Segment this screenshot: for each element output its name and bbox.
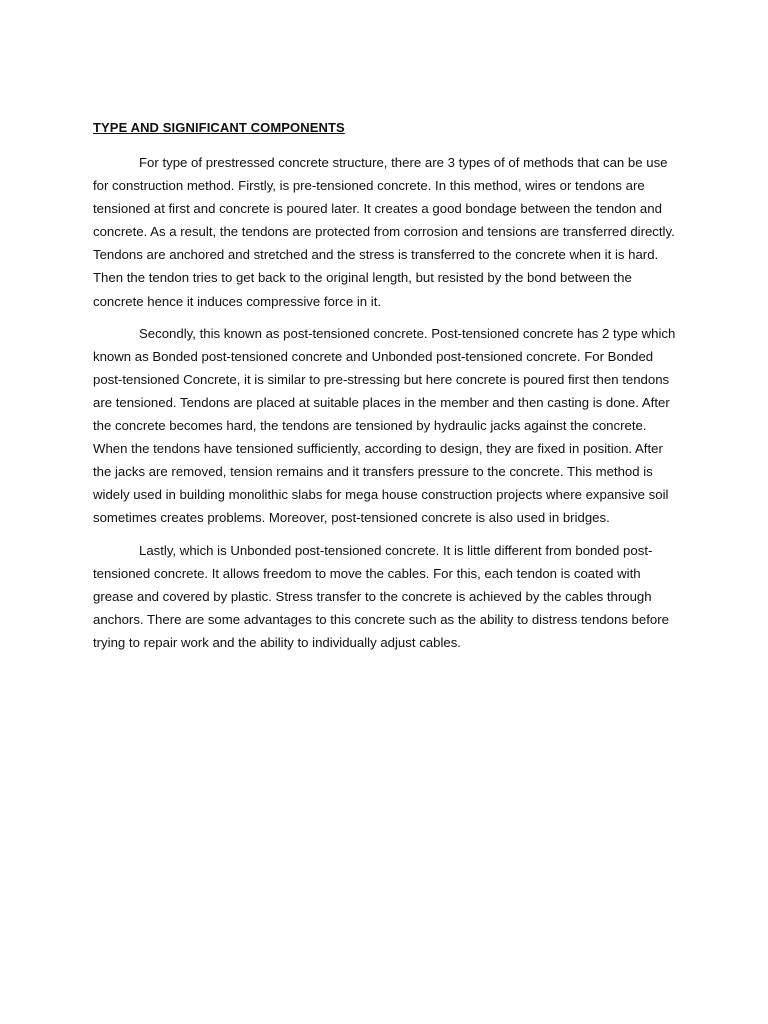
section-heading: TYPE AND SIGNIFICANT COMPONENTS [93,120,345,135]
paragraph-pre-tensioned: For type of prestressed concrete structure, there are 3 types of of methods that can be use for construction method. Firstly, is pre-tensioned concrete. In this method, wires or tendons are tensioned at first and concrete is poured later. It creates a good bondage between the tendon and concrete. As a result, the tendons are protected from corrosion and tensions are transferred directly. Tendons are anchored and stretched and the stress is transferred to the concrete when it is hard. Then the tendon tries to get back to the original length, but resisted by the bond between the concrete hence it induces compressive force in it. [93,155,675,309]
document-body [93,119,677,663]
paragraph-unbonded: Lastly, which is Unbonded post-tensioned concrete. It is little different from bonded post-tensioned concrete. It allows freedom to move the cables. For this, each tendon is coated with grease and covered by plastic. Stress transfer to the concrete is achieved by the cables through anchors. There are some advantages to this concrete such as the ability to distress tendons before trying to repair work and the ability to individually adjust cables. [93,542,669,650]
paragraph-post-tensioned: Secondly, this known as post-tensioned concrete. Post-tensioned concrete has 2 type which known as Bonded post-tensioned concrete and Unbonded post-tensioned concrete. For Bonded post-tensioned Concrete, it is similar to pre-stressing but here concrete is poured first then tendons are tensioned. Tendons are placed at suitable places in the member and then casting is done. After the concrete becomes hard, the tendons are tensioned by hydraulic jacks against the concrete. When the tendons have tensioned sufficiently, according to design, they are fixed in position. After the jacks are removed, tension remains and it transfers pressure to the concrete. This method is widely used in building monolithic slabs for mega house construction projects where expansive soil sometimes creates problems. Moreover, post-tensioned concrete is also used in bridges. [93,325,676,526]
